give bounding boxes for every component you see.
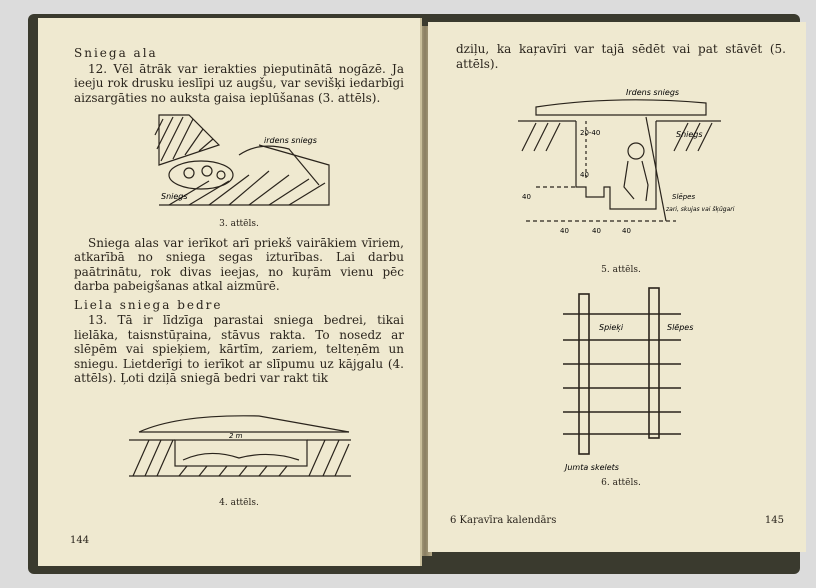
fig6-label-slepes: Slēpes <box>667 322 694 332</box>
fig6-label-jumta: Jumta skelets <box>565 462 619 472</box>
fig5-dim-4: 40 <box>560 227 569 235</box>
paragraph-sniega-alas: Sniega alas var ierīkot arī priekš vairākiem vīriem, atkarībā no sniega segas izturības. Lai darbu paātrinātu, rok divas ieejas, no kuŗām vienu pēc darba pabeigšanas atkal aizmūrē. <box>74 235 404 293</box>
right-page-footer <box>450 514 784 529</box>
caption-figure-6: 6. attēls. <box>601 477 641 488</box>
fig5-dim-1: 20-40 <box>580 129 601 137</box>
fig5-label-zari: zari, skujas vai šķūgari <box>666 206 735 213</box>
fig5-dim-2: 40 <box>580 171 589 179</box>
fig5-dim-5: 40 <box>592 227 601 235</box>
paragraph-continuation: dziļu, ka kaŗavīri var tajā sēdēt vai pat stāvēt (5. attēls). <box>456 42 786 71</box>
figure-6 <box>521 284 721 474</box>
paragraph-13: 13. Tā ir līdzīga parastai sniega bedrei, tikai lielāka, taisnstūŗaina, stāvus rakta. To nosedz ar slēpēm vai spieķiem, kārtīm, zariem, telteņēm un sniegu. Lietderīgi to ierīkot ar slīpumu uz kājgalu (4. attēls). Ļoti dziļā sniegā bedri var rakt tik <box>74 313 404 385</box>
fig5-label-sniegs: Sniegs <box>676 130 703 139</box>
figure-3 <box>129 105 349 215</box>
fig5-label-irdens: Irdens sniegs <box>626 88 680 97</box>
caption-figure-4: 4. attēls. <box>219 497 259 508</box>
fig3-label-sniegs: Sniegs <box>161 192 188 201</box>
fig5-dim-3: 40 <box>522 193 531 201</box>
right-page-content <box>456 42 786 494</box>
left-page <box>38 18 422 566</box>
figure-5 <box>506 81 736 261</box>
caption-figure-5: 5. attēls. <box>601 265 641 275</box>
left-page-content <box>74 46 404 514</box>
fig5-label-slepes: Slēpes <box>672 193 696 201</box>
fig6-label-spieki: Spieķi <box>599 322 624 332</box>
right-page <box>428 22 806 552</box>
fig3-label-irdens: irdens sniegs <box>264 136 317 145</box>
fig4-label: 2 m <box>229 431 243 440</box>
footer-title: 6 Kaŗavīra kalendārs <box>450 514 557 526</box>
figure-4 <box>119 408 359 488</box>
paragraph-12: 12. Vēl ātrāk var ierakties pieputinātā nogāzē. Ja ieeju rok drusku ieslīpi uz augšu, var sevišķi iedarbīgi aizsargāties no auksta gaisa ieplūšanas (3. attēls). <box>74 61 404 105</box>
heading-liela-sniega-bedre: Liela sniega bedre <box>74 297 223 312</box>
caption-figure-3: 3. attēls. <box>219 219 259 229</box>
fig5-dim-6: 40 <box>622 227 631 235</box>
heading-sniega-ala: Sniega ala <box>74 46 158 60</box>
page-number-left: 144 <box>70 534 90 546</box>
page-number-right: 145 <box>764 514 784 526</box>
